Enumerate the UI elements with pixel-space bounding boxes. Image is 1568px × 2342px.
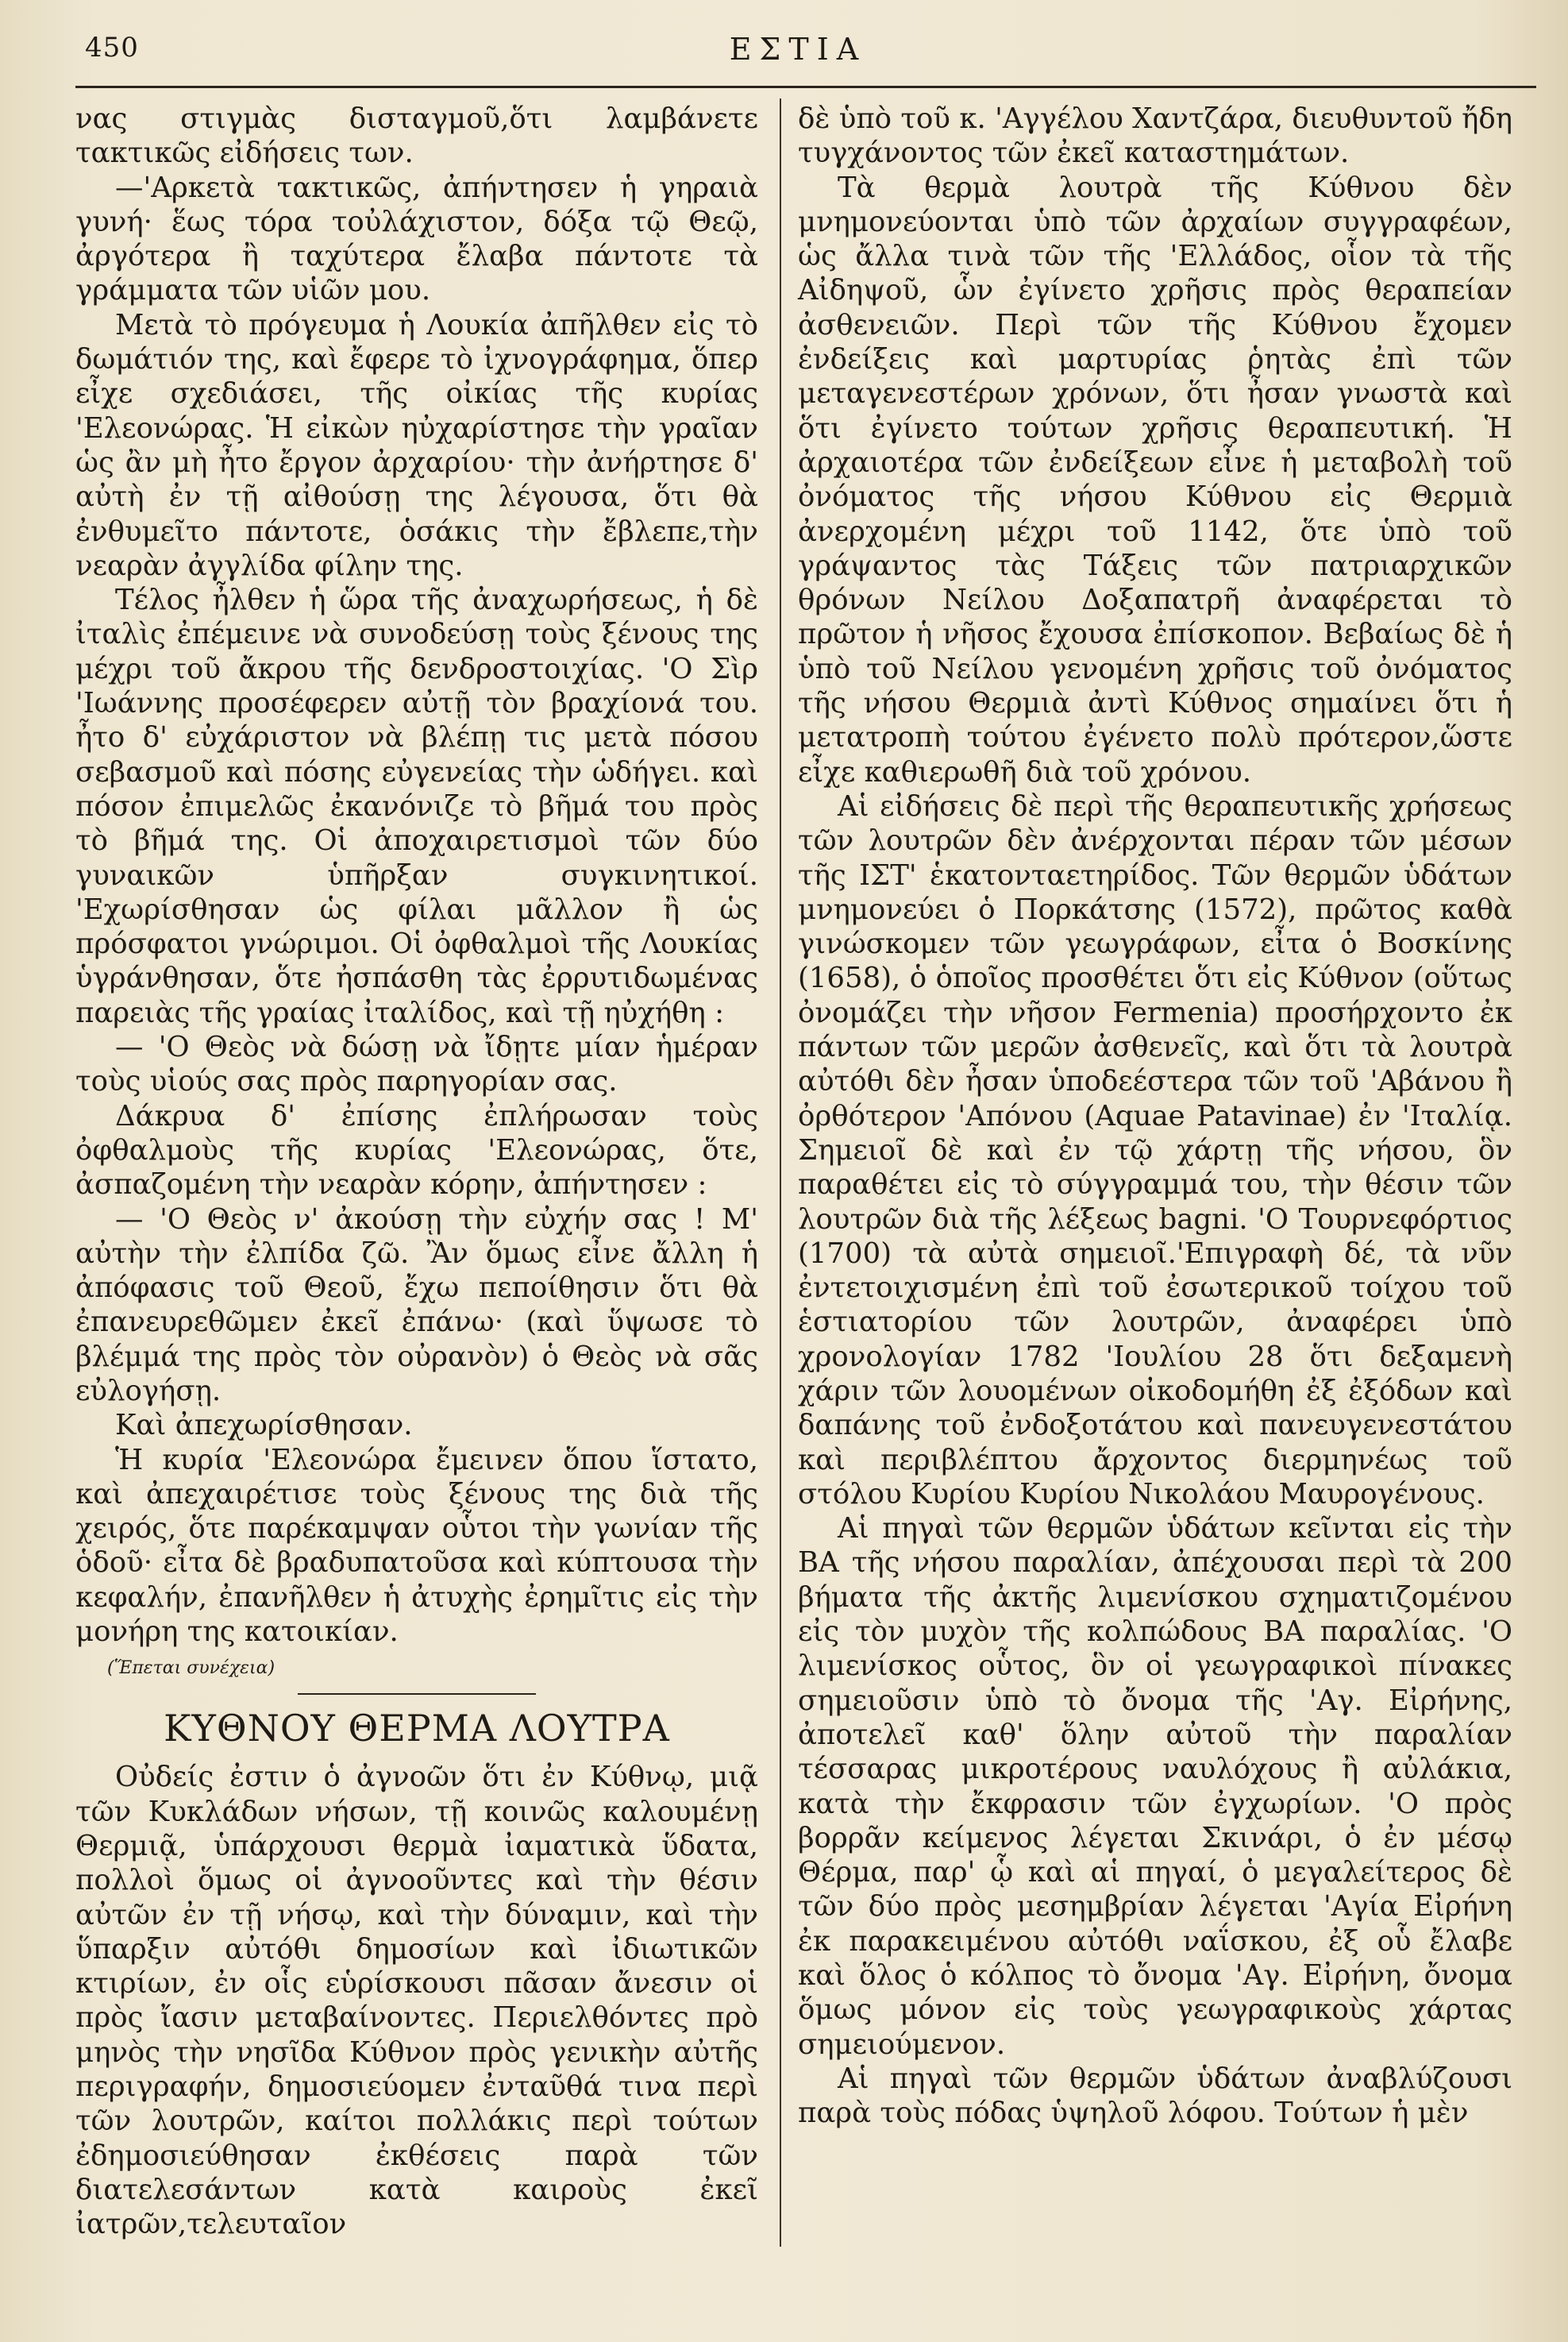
- paragraph: — 'Ο Θεὸς νὰ δώσῃ νὰ ἴδῃτε μίαν ἡμέραν τοὺς υἱούς σας πρὸς παρηγορίαν σας.: [75, 1031, 758, 1098]
- title-rule: [298, 1693, 536, 1695]
- paragraph: Δάκρυα δ' ἐπίσης ἐπλήρωσαν τοὺς ὀφθαλμοὺς τῆς κυρίας 'Ελεονώρας, ὅτε, ἀσπαζομένη τὴν νεαρὰν κόρην, ἀπήντησεν :: [75, 1099, 758, 1202]
- paragraph: — 'Ο Θεὸς ν' ἀκούσῃ τὴν εὐχήν σας ! Μ' αὐτὴν τὴν ἐλπίδα ζῶ. Ἂν ὅμως εἶνε ἄλλη ἡ ἀπόφασις τοῦ Θεοῦ, ἔχω πεποίθησιν ὅτι θὰ ἐπανευρεθῶμεν ἐκεῖ ἐπάνω· (καὶ ὕψωσε τὸ βλέμμά της πρὸς τὸν οὐρανὸν) ὁ Θεὸς νὰ σᾶς εὐλογήσῃ.: [75, 1202, 758, 1407]
- paragraph: Καὶ ἀπεχωρίσθησαν.: [115, 1409, 413, 1442]
- paragraph: Τὰ θερμὰ λουτρὰ τῆς Κύθνου δὲν μνημονεύονται ὑπὸ τῶν ἀρχαίων συγγραφέων, ὡς ἄλλα τινὰ τῶν τῆς 'Ελλάδος, οἷον τὰ τῆς Αἰδηψοῦ, ὧν ἐγίνετο χρῆσις πρὸς θεραπείαν ἀσθενειῶν. Περὶ τῶν τῆς Κύθνου ἔχομεν ἐνδείξεις καὶ μαρτυρίας ῥητὰς ἐπὶ τῶν μεταγενεστέρων χρόνων, ὅτι ἦσαν γνωστὰ καὶ ὅτι ἐγίνετο τούτων χρῆσις θεραπευτική. Ἡ ἀρχαιοτέρα τῶν ἐνδείξεων εἶνε ἡ μεταβολὴ τοῦ ὀνόματος τῆς νήσου Κύθνου εἰς Θερμιὰ ἀνερχομένη μέχρι τοῦ 1142, ὅτε ὑπὸ τοῦ γράψαντος τὰς Τάξεις τῶν πατριαρχικῶν θρόνων Νείλου Δοξαπατρῆ ἀναφέρεται τὸ πρῶτον ἡ νῆσος ἔχουσα ἐπίσκοπον. Βεβαίως δὲ ἡ ὑπὸ τοῦ Νείλου γενομένη χρῆσις τοῦ ὀνόματος τῆς νήσου Θερμιὰ ἀντὶ Κύθνος σημαίνει ὅτι ἡ μετατροπὴ τούτου ἐγένετο πολὺ πρότερον,ὥστε εἶχε καθιερωθῆ διὰ τοῦ χρόνου.: [798, 171, 1512, 789]
- page-number: 450: [85, 32, 139, 64]
- paragraph: Αἱ πηγαὶ τῶν θερμῶν ὑδάτων κεῖνται εἰς τὴν ΒΑ τῆς νήσου παραλίαν, ἀπέχουσαι περὶ τὰ 200 βήματα τῆς ἀκτῆς λιμενίσκου σχηματιζομένου εἰς τὸν μυχὸν τῆς κολπώδους ΒΑ παραλίας. 'Ο λιμενίσκος οὗτος, ὃν οἱ γεωγραφικοὶ πίνακες σημειοῦσιν ὑπὸ τὸ ὄνομα τῆς 'Αγ. Εἰρήνης, ἀποτελεῖ καθ' ὅλην αὐτοῦ τὴν παραλίαν τέσσαρας μικροτέρους ναυλόχους ἢ αὐλάκια, κατὰ τὴν ἔκφρασιν τῶν ἐγχωρίων. 'Ο πρὸς βορρᾶν κείμενος λέγεται Σκινάρι, ὁ ἐν μέσῳ Θέρμα, παρ' ᾧ καὶ αἱ πηγαί, ὁ μεγαλείτερος δὲ τῶν δύο πρὸς μεσημβρίαν λέγεται 'Αγία Εἰρήνη ἐκ παρακειμένου αὐτόθι ναΐσκου, ἐξ οὗ ἔλαβε καὶ ὅλος ὁ κόλπος τὸ ὄνομα 'Αγ. Εἰρήνη, ὄνομα ὅμως μόνον εἰς τοὺς γεωγραφικοὺς χάρτας σημειούμενον.: [798, 1512, 1512, 2061]
- paragraph: Οὐδείς ἐστιν ὁ ἀγνοῶν ὅτι ἐν Κύθνῳ, μιᾷ τῶν Κυκλάδων νήσων, τῇ κοινῶς καλουμένῃ Θερμιᾷ, ὑπάρχουσι θερμὰ ἰαματικὰ ὕδατα, πολλοὶ ὅμως οἱ ἀγνοοῦντες καὶ τὴν θέσιν αὐτῶν ἐν τῇ νήσῳ, καὶ τὴν δύναμιν, καὶ τὴν ὕπαρξιν αὐτόθι δημοσίων καὶ ἰδιωτικῶν κτιρίων, ἐν οἷς εὑρίσκουσι πᾶσαν ἄνεσιν οἱ πρὸς ἴασιν μεταβαίνοντες. Περιελθόντες πρὸ μηνὸς τὴν νησῖδα Κύθνον πρὸς γενικὴν αὐτῆς περιγραφήν, δημοσιεύομεν ἐνταῦθά τινα περὶ τῶν λουτρῶν, καίτοι πολλάκις περὶ τούτων ἐδημοσιεύθησαν ἐκθέσεις παρὰ τῶν διατελεσάντων κατὰ καιροὺς ἐκεῖ ἰατρῶν,τελευταῖον: [75, 1761, 758, 2241]
- continuation-note: (Ἕπεται συνέχεια): [107, 1658, 275, 1679]
- paragraph: Ἡ κυρία 'Ελεονώρα ἔμεινεν ὅπου ἵστατο, καὶ ἀπεχαιρέτισε τοὺς ξένους της διὰ τῆς χειρός, ὅτε παρέκαμψαν οὗτοι τὴν γωνίαν τῆς ὁδοῦ· εἶτα δὲ βραδυπατοῦσα καὶ κύπτουσα τὴν κεφαλήν, ἐπανῆλθεν ἡ ἀτυχὴς ἐρημῖτις εἰς τὴν μονήρη της κατοικίαν.: [75, 1443, 758, 1649]
- article-title: ΚΥΘΝΟΥ ΘΕΡΜΑ ΛΟΥΤΡΑ: [164, 1707, 670, 1750]
- paragraph: Αἱ εἰδήσεις δὲ περὶ τῆς θεραπευτικῆς χρήσεως τῶν λουτρῶν δὲν ἀνέρχονται πέραν τῶν μέσων τῆς ΙΣΤ' ἑκατονταετηρίδος. Τῶν θερμῶν ὑδάτων μνημονεύει ὁ Πορκάτσης (1572), πρῶτος καθὰ γινώσκομεν τῶν γεωγράφων, εἶτα ὁ Βοσκίνης (1658), ὁ ὁποῖος προσθέτει ὅτι εἰς Κύθνον (οὕτως ὀνομάζει τὴν νῆσον Fermenia) προσήρχοντο ἐκ πάντων τῶν μερῶν ἀσθενεῖς, καὶ ὅτι τὰ λουτρὰ αὐτόθι δὲν ἦσαν ὑποδεέστερα τῶν τοῦ 'Αβάνου ἢ ὀρθότερον 'Απόνου (Aquae Patavinae) ἐν 'Ιταλίᾳ. Σημειοῖ δὲ καὶ ἐν τῷ χάρτῃ τῆς νήσου, ὃν παραθέτει εἰς τὸ σύγγραμμά του, τὴν θέσιν τῶν λουτρῶν διὰ τῆς λέξεως bagni. 'Ο Τουρνεφόρτιος (1700) τὰ αὐτὰ σημειοῖ.'Επιγραφὴ δέ, τὰ νῦν ἐντετοιχισμένη ἐπὶ τοῦ ἐσωτερικοῦ τοίχου τοῦ ἑστιατορίου τῶν λουτρῶν, ἀναφέρει ὑπὸ χρονολογίαν 1782 'Ιουλίου 28 ὅτι δεξαμενὴ χάριν τῶν λουομένων οἰκοδομήθη ἐξ ἐξόδων καὶ δαπάνης τοῦ ἐνδοξοτάτου καὶ πανευγενεστάτου καὶ περιβλέπτου ἄρχοντος διερμηνέως τοῦ στόλου Κυρίου Κυρίου Νικολάου Μαυρογένους.: [798, 789, 1512, 1511]
- paragraph: Μετὰ τὸ πρόγευμα ἡ Λουκία ἀπῆλθεν εἰς τὸ δωμάτιόν της, καὶ ἔφερε τὸ ἰχνογράφημα, ὅπερ εἶχε σχεδιάσει, τῆς οἰκίας τῆς κυρίας 'Ελεονώρας. Ἡ εἰκὼν ηὐχαρίστησε τὴν γραῖαν ὡς ἂν μὴ ἦτο ἔργον ἀρχαρίου· τὴν ἀνήρτησε δ' αὐτὴ ἐν τῇ αἰθούσῃ της λέγουσα, ὅτι θὰ ἐνθυμεῖτο πάντοτε, ὁσάκις τὴν ἔβλεπε,τὴν νεαρὰν ἀγγλίδα φίλην της.: [75, 308, 758, 582]
- paragraph: νας στιγμὰς δισταγμοῦ,ὅτι λαμβάνετε τακτικῶς εἰδήσεις των.: [75, 102, 758, 170]
- column-divider: [780, 98, 781, 2247]
- right-column: [798, 102, 1512, 2131]
- paragraph: —'Αρκετὰ τακτικῶς, ἀπήντησεν ἡ γηραιὰ γυνή· ἕως τόρα τοὐλάχιστον, δόξα τῷ Θεῷ, ἀργότερα ἢ ταχύτερα ἔλαβα πάντοτε τὰ γράμματα τῶν υἱῶν μου.: [75, 171, 758, 307]
- paragraph: δὲ ὑπὸ τοῦ κ. 'Αγγέλου Χαντζάρα, διευθυντοῦ ἤδη τυγχάνοντος τῶν ἐκεῖ καταστημάτων.: [798, 102, 1512, 170]
- paragraph: Τέλος ἦλθεν ἡ ὥρα τῆς ἀναχωρήσεως, ἡ δὲ ἰταλὶς ἐπέμεινε νὰ συνοδεύσῃ τοὺς ξένους της μέχρι τοῦ ἄκρου τῆς δενδροστοιχίας. 'Ο Σὶρ 'Ιωάννης προσέφερεν αὐτῇ τὸν βραχίονά του. ἦτο δ' εὐχάριστον νὰ βλέπῃ τις μετὰ πόσου σεβασμοῦ καὶ πόσης εὐγενείας τὴν ὡδήγει. καὶ πόσον ἐπιμελῶς ἐκανόνιζε τὸ βῆμά του πρὸς τὸ βῆμά της. Οἱ ἀποχαιρετισμοὶ τῶν δύο γυναικῶν ὑπῆρξαν συγκινητικοί. 'Εχωρίσθησαν ὡς φίλαι μᾶλλον ἢ ὡς πρόσφατοι γνώριμοι. Οἱ ὀφθαλμοὶ τῆς Λουκίας ὑγράνθησαν, ὅτε ἠσπάσθη τὰς ἐρρυτιδωμένας παρειὰς τῆς γραίας ἰταλίδος, καὶ τῇ ηὐχήθη :: [75, 584, 758, 1029]
- left-column: [75, 102, 758, 2242]
- journal-title: ΕΣΤΙΑ: [729, 32, 867, 67]
- paragraph: Αἱ πηγαὶ τῶν θερμῶν ὑδάτων ἀναβλύζουσι παρὰ τοὺς πόδας ὑψηλοῦ λόφου. Τούτων ἡ μὲν: [798, 2062, 1512, 2130]
- header-rule: [75, 86, 1536, 88]
- running-head: [75, 25, 1520, 73]
